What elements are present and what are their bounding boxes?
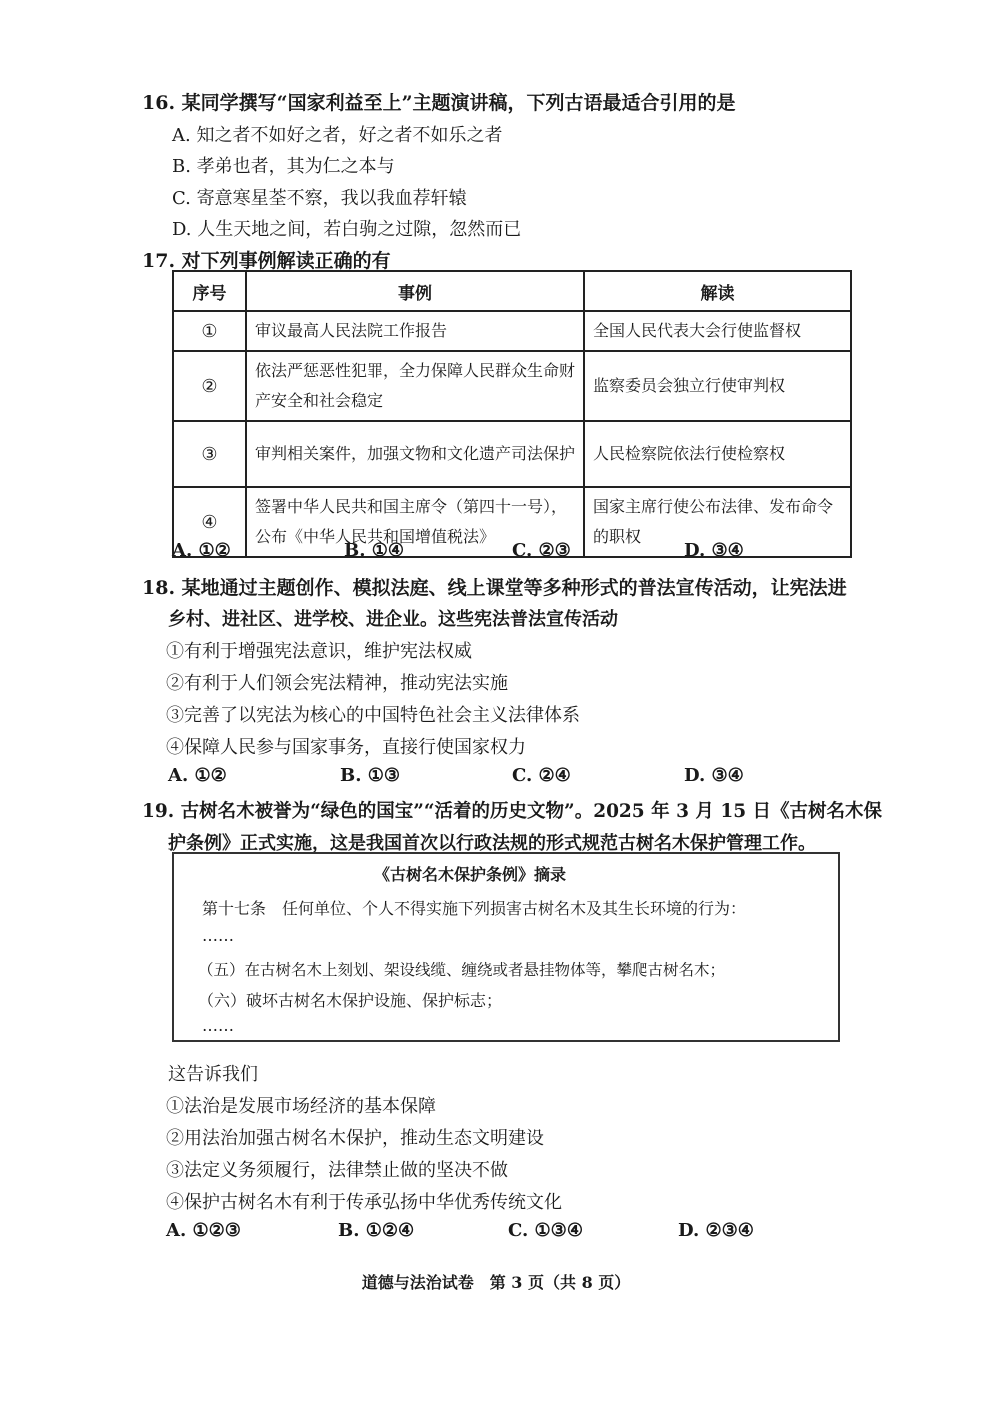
q18-answer-d: D. ③④: [684, 765, 744, 786]
row-number: ④: [173, 487, 246, 557]
q18-stem-line2: 乡村、进社区、进学校、进企业。这些宪法普法宣传活动: [168, 609, 618, 630]
row-case: 依法严惩恶性犯罪，全力保障人民群众生命财产安全和社会稳定: [246, 351, 584, 421]
row-number: ①: [173, 311, 246, 351]
excerpt-ellipsis-2: ……: [202, 1016, 234, 1035]
header-case: 事例: [246, 271, 584, 311]
q19-answer-a: A. ①②③: [166, 1220, 241, 1241]
q18-statement-4: ④保障人民参与国家事务，直接行使国家权力: [166, 737, 526, 758]
q17-case-table: [172, 270, 852, 558]
q16-stem: 16. 某同学撰写“国家利益至上”主题演讲稿，下列古语最适合引用的是: [142, 92, 736, 114]
table-row: [173, 421, 851, 487]
row-case: 审议最高人民法院工作报告: [246, 311, 584, 351]
q18-statement-1: ①有利于增强宪法意识，维护宪法权威: [166, 641, 472, 662]
q16-option-d: D. 人生天地之间，若白驹之过隙，忽然而已: [172, 219, 522, 240]
table-row: [173, 311, 851, 351]
excerpt-item-6: （六）破坏古树名木保护设施、保护标志；: [198, 991, 503, 1010]
q17-answer-c: C. ②③: [512, 540, 571, 561]
q19-statement-3: ③法定义务须履行，法律禁止做的坚决不做: [166, 1160, 508, 1181]
row-number: ②: [173, 351, 246, 421]
excerpt-ellipsis-1: ……: [202, 926, 234, 945]
q17-stem: 17. 对下列事例解读正确的有: [142, 250, 391, 272]
q19-excerpt-box: [172, 852, 840, 1042]
q19-answer-options: [166, 1220, 806, 1244]
q16-option-c: C. 寄意寒星荃不察，我以我血荐轩辕: [172, 188, 467, 209]
q16-option-a: A. 知之者不如好之者，好之者不如乐之者: [172, 125, 503, 146]
q19-answer-c: C. ①③④: [508, 1220, 583, 1241]
excerpt-title: 《古树名木保护条例》摘录: [374, 865, 567, 884]
q18-answer-a: A. ①②: [168, 765, 227, 786]
q17-answer-options: [172, 540, 792, 564]
row-interp: 国家主席行使公布法律、发布命令的职权: [584, 487, 851, 557]
header-interp: 解读: [584, 271, 851, 311]
q19-lead: 这告诉我们: [168, 1064, 258, 1085]
row-case: 审判相关案件，加强文物和文化遗产司法保护: [246, 421, 584, 487]
row-case: 签署中华人民共和国主席令（第四十一号），公布《中华人民共和国增值税法》: [246, 487, 584, 557]
row-number: ③: [173, 421, 246, 487]
q19-statement-1: ①法治是发展市场经济的基本保障: [166, 1096, 436, 1117]
page-footer: 道德与法治试卷 第 3 页（共 8 页）: [361, 1273, 631, 1292]
q17-answer-d: D. ③④: [684, 540, 744, 561]
q19-answer-b: B. ①②④: [338, 1220, 415, 1241]
q18-answer-b: B. ①③: [340, 765, 401, 786]
row-interp: 全国人民代表大会行使监督权: [584, 311, 851, 351]
q17-answer-b: B. ①④: [344, 540, 405, 561]
q16-option-b: B. 孝弟也者，其为仁之本与: [172, 156, 395, 177]
excerpt-article: 第十七条 任何单位、个人不得实施下列损害古树名木及其生长环境的行为：: [202, 899, 747, 918]
q19-stem-line1: 19. 古树名木被誉为“绿色的国宝”“活着的历史文物”。2025 年 3 月 15 日《古树名木保: [142, 801, 883, 822]
row-interp: 监察委员会独立行使审判权: [584, 351, 851, 421]
q18-answer-c: C. ②④: [512, 765, 571, 786]
q19-statement-4: ④保护古树名木有利于传承弘扬中华优秀传统文化: [166, 1192, 562, 1213]
q19-stem-line2: 护条例》正式实施，这是我国首次以行政法规的形式规范古树名木保护管理工作。: [168, 833, 816, 854]
q18-answer-options: [168, 765, 788, 789]
excerpt-item-5: （五）在古树名木上刻划、架设线缆、缠绕或者悬挂物体等，攀爬古树名木；: [198, 961, 726, 979]
q19-statement-2: ②用法治加强古树名木保护，推动生态文明建设: [166, 1128, 544, 1149]
q18-statement-2: ②有利于人们领会宪法精神，推动宪法实施: [166, 673, 508, 694]
table-header-row: [173, 271, 851, 311]
q19-answer-d: D. ②③④: [678, 1220, 754, 1241]
q18-statement-3: ③完善了以宪法为核心的中国特色社会主义法律体系: [166, 705, 580, 726]
header-no: 序号: [173, 271, 246, 311]
q17-answer-a: A. ①②: [172, 540, 231, 561]
table-row: [173, 351, 851, 421]
q18-stem-line1: 18. 某地通过主题创作、模拟法庭、线上课堂等多种形式的普法宣传活动，让宪法进: [142, 577, 847, 599]
row-interp: 人民检察院依法行使检察权: [584, 421, 851, 487]
